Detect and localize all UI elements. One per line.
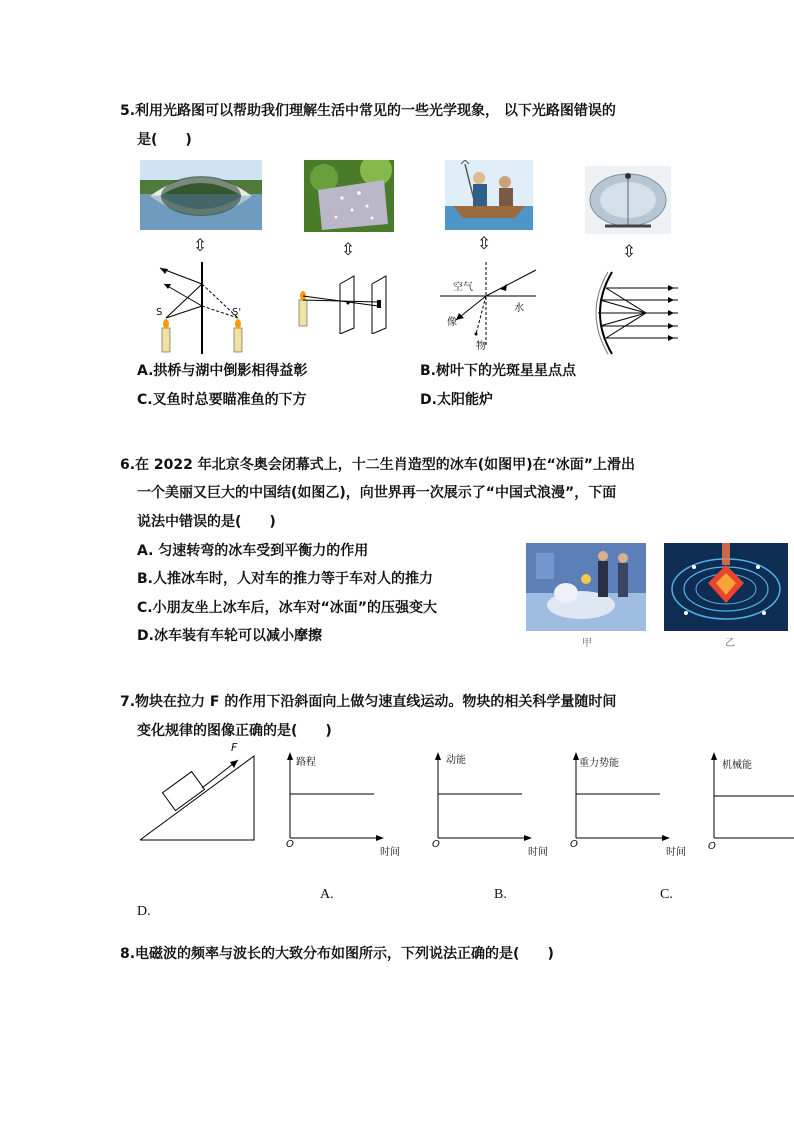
- q6-stem-line2: 一个美丽又巨大的中国结(如图乙)，向世界再一次展示了“中国式浪漫”，下面: [137, 485, 617, 501]
- graph-a-ylabel: 路程: [296, 757, 316, 768]
- double-arrow-icon: ⇳: [477, 234, 492, 254]
- q6-option-d[interactable]: D.冰车装有车轮可以减小摩擦: [137, 628, 322, 644]
- q7-choice-d[interactable]: D.: [137, 904, 151, 919]
- q5-stem-line1: 5.利用光路图可以帮助我们理解生活中常见的一些光学现象， 以下光路图错误的: [120, 103, 616, 119]
- graph-c-origin: O: [570, 839, 578, 850]
- double-arrow-icon: ⇳: [622, 242, 637, 262]
- fig-label-yi: 乙: [725, 638, 735, 649]
- graph-d-origin: O: [708, 841, 716, 852]
- q5-stem-line2: 是( ): [137, 132, 192, 148]
- q5-option-b[interactable]: B.树叶下的光斑星星点点: [420, 363, 576, 379]
- q6-option-c[interactable]: C.小朋友坐上冰车后，冰车对“冰面”的压强变大: [137, 600, 437, 616]
- double-arrow-icon: ⇳: [193, 236, 208, 256]
- photo-arch-bridge: [140, 160, 262, 230]
- q6-stem-line3: 说法中错误的是( ): [137, 514, 276, 530]
- graph-a-xlabel: 时间: [380, 847, 400, 858]
- q5-option-c[interactable]: C.叉鱼时总要瞄准鱼的下方: [137, 392, 307, 408]
- q5-option-d[interactable]: D.太阳能炉: [420, 392, 493, 408]
- graph-b: [432, 752, 532, 848]
- diagram3-label-air: 空气: [453, 282, 473, 293]
- q7-choice-a[interactable]: A.: [320, 887, 334, 902]
- photo-spearfishing: [445, 160, 533, 230]
- diagram-refraction: [440, 262, 540, 350]
- graph-b-xlabel: 时间: [528, 847, 548, 858]
- q6-option-b[interactable]: B.人推冰车时，人对车的推力等于车对人的推力: [137, 571, 433, 587]
- diagram-incline-block: [140, 742, 256, 842]
- diagram3-label-water: 水: [514, 303, 524, 314]
- diagram3-label-image: 像: [447, 317, 457, 328]
- diagram3-label-object: 物: [476, 341, 486, 352]
- q7-stem-line2: 变化规律的图像正确的是( ): [137, 723, 332, 739]
- graph-c-ylabel: 重力势能: [579, 758, 619, 769]
- force-label: F: [231, 741, 238, 754]
- double-arrow-icon: ⇳: [341, 240, 356, 260]
- q7-choice-c[interactable]: C.: [660, 887, 673, 902]
- graph-b-ylabel: 动能: [446, 755, 466, 766]
- photo-ice-car-jia: [526, 543, 646, 631]
- graph-b-origin: O: [432, 839, 440, 850]
- photo-chinese-knot-yi: [664, 543, 788, 631]
- graph-d-ylabel: 机械能: [722, 760, 752, 771]
- diagram-concave-mirror: [586, 270, 682, 356]
- q7-stem-line1: 7.物块在拉力 F 的作用下沿斜面向上做匀速直线运动。物块的相关科学量随时间: [120, 694, 617, 710]
- q6-stem-line1: 6.在 2022 年北京冬奥会闭幕式上，十二生肖造型的冰车(如图甲)在“冰面”上滑出: [120, 457, 635, 473]
- graph-c-xlabel: 时间: [666, 847, 686, 858]
- photo-solar-furnace: [585, 166, 671, 234]
- diagram1-label-s-prime: S': [232, 307, 242, 318]
- q5-option-a[interactable]: A.拱桥与湖中倒影相得益彰: [137, 363, 308, 379]
- q7-choice-b[interactable]: B.: [494, 887, 507, 902]
- fig-label-jia: 甲: [582, 638, 592, 649]
- graph-a-origin: O: [286, 839, 294, 850]
- q6-option-a[interactable]: A. 匀速转弯的冰车受到平衡力的作用: [137, 543, 369, 559]
- photo-light-spots: [304, 160, 394, 232]
- diagram-pinhole: [296, 270, 400, 334]
- q8-stem-line1: 8.电磁波的频率与波长的大致分布如图所示，下列说法正确的是( ): [120, 946, 554, 962]
- diagram1-label-s: S: [156, 307, 163, 318]
